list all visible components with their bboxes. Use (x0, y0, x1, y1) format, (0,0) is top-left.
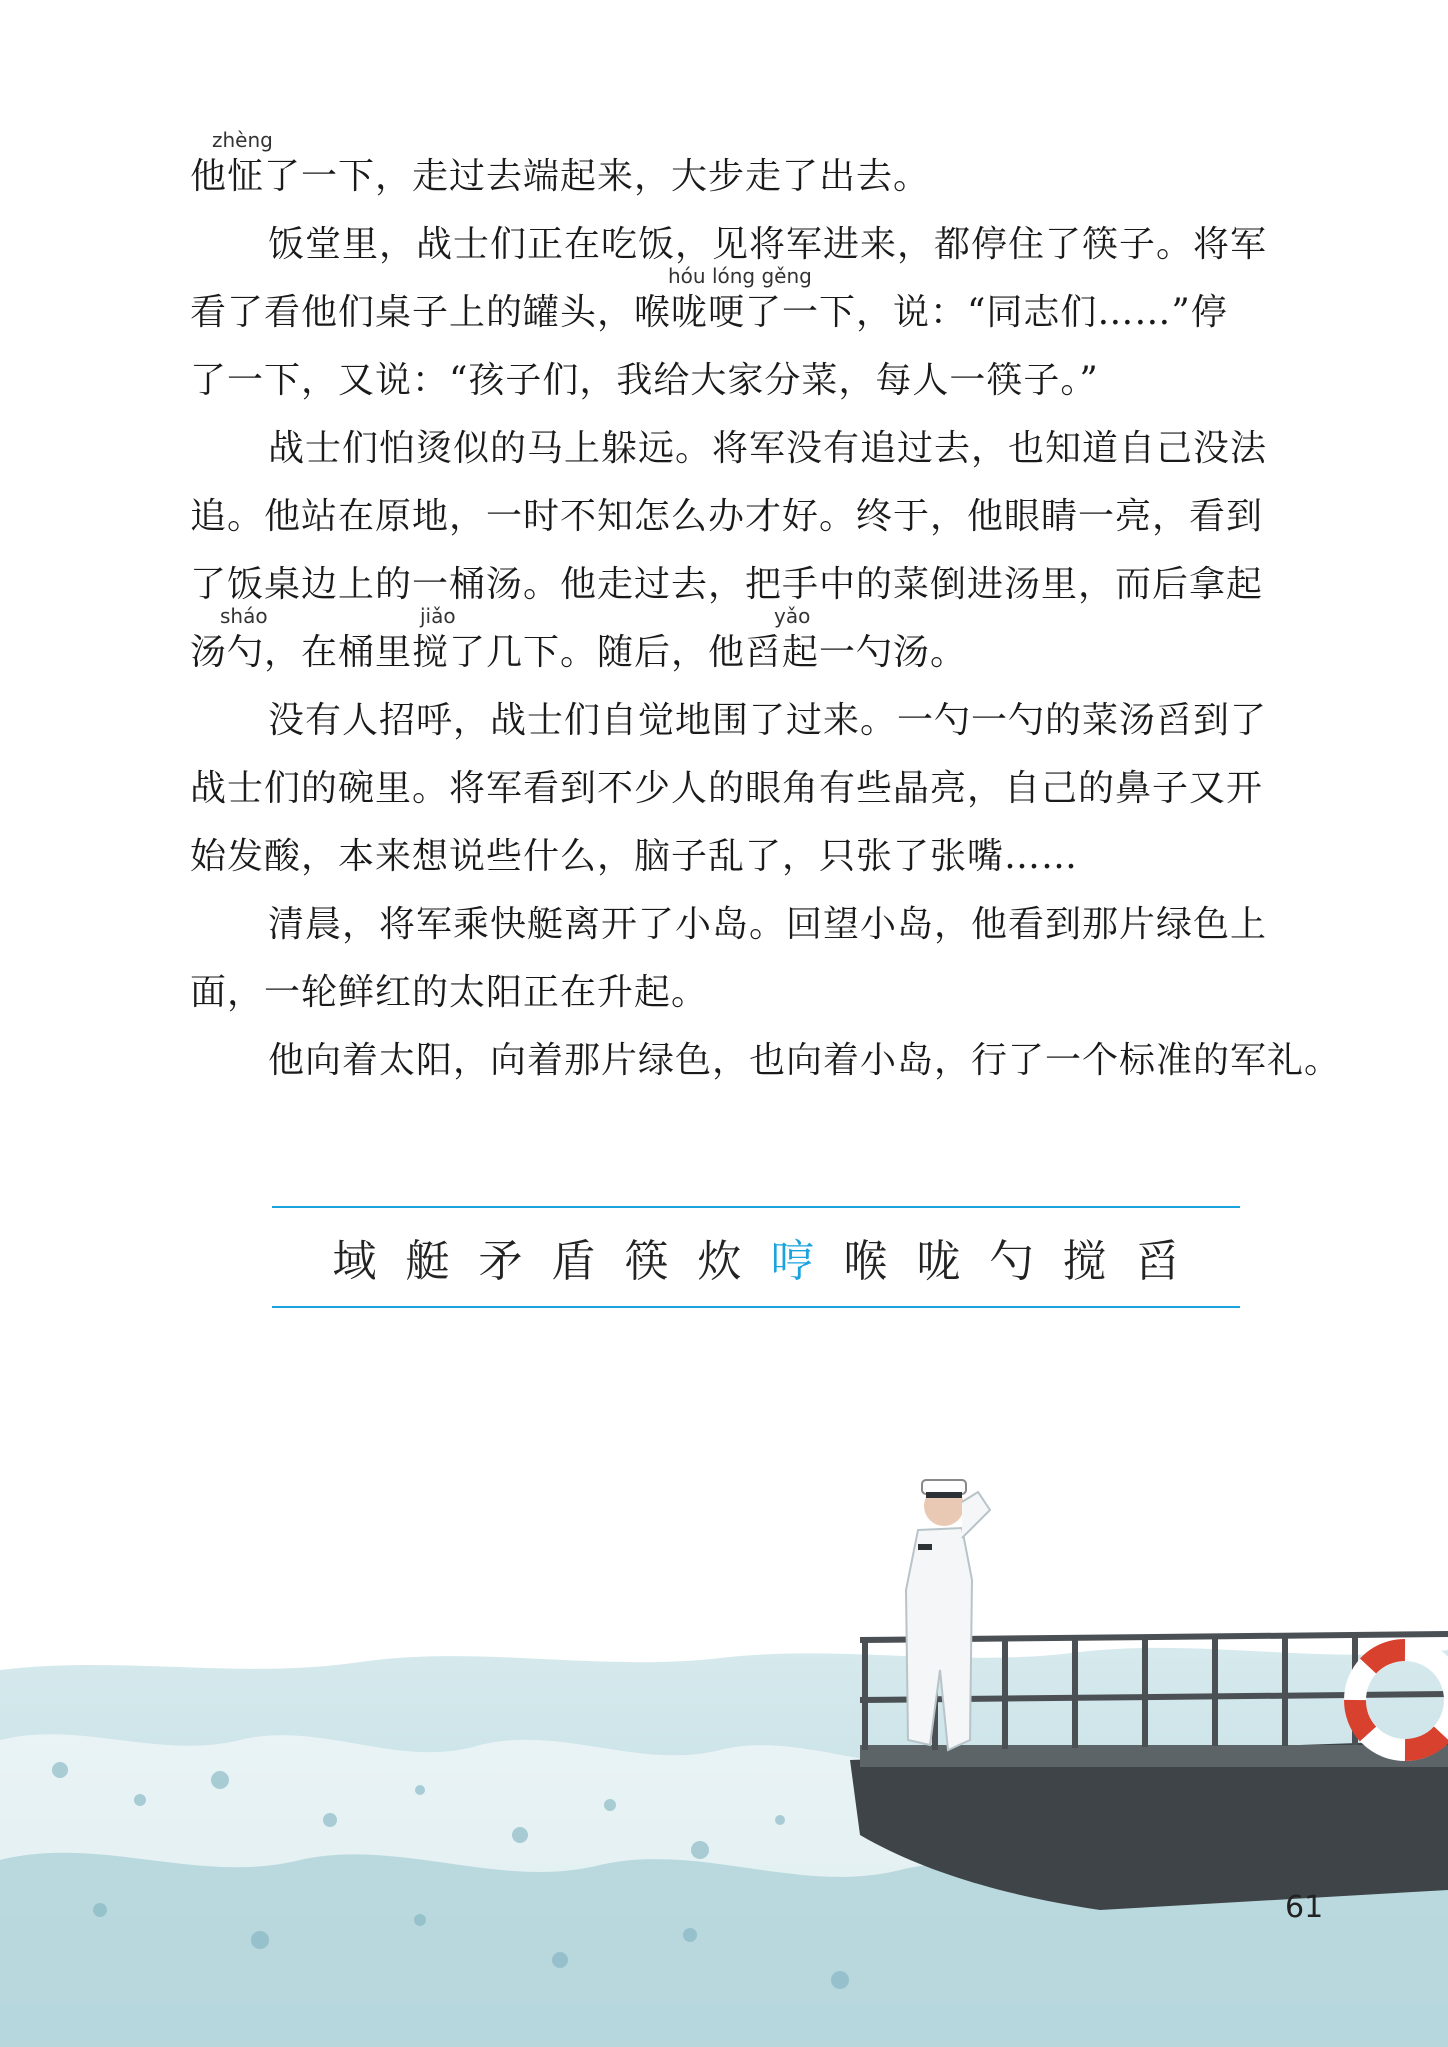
vocab-char: 搅 (1062, 1236, 1107, 1287)
paragraph-5-line-1: 清晨，将军乘快艇离开了小岛。回望小岛，他看到那片绿色上 (268, 904, 1268, 945)
page-number: 61 (1285, 1890, 1324, 1925)
vocab-char: 域 (332, 1236, 377, 1287)
paragraph-6-line-1: 他向着太阳，向着那片绿色，也向着小岛，行了一个标准的军礼。 (268, 1040, 1342, 1081)
paragraph-3-line-1: 战士们怕烫似的马上躲远。将军没有追过去，也知道自己没法 (268, 428, 1268, 469)
pinyin-hou-long-geng: hóu lóng gěng (668, 264, 812, 288)
vocab-char: 矛 (478, 1236, 523, 1287)
vocab-char: 咙 (916, 1236, 961, 1287)
paragraph-3-line-3: 了饭桌边上的一桶汤。他走过去，把手中的菜倒进汤里，而后拿起 (190, 564, 1264, 605)
vocab-char: 盾 (551, 1236, 596, 1287)
pinyin-yao: yǎo (774, 604, 811, 628)
paragraph-2-line-1: 饭堂里，战士们正在吃饭，见将军进来，都停住了筷子。将军 (268, 224, 1268, 265)
vocab-char: 舀 (1135, 1236, 1180, 1287)
vocab-char-highlighted: 哼 (770, 1236, 815, 1287)
paragraph-4-line-3: 始发酸，本来想说些什么，脑子乱了，只张了张嘴…… (190, 836, 1079, 877)
sea-boat-illustration (0, 1440, 1448, 2047)
paragraph-2-line-2: 看了看他们桌子上的罐头，喉咙哽了一下，说：“同志们……”停 (190, 292, 1228, 333)
paragraph-4-line-1: 没有人招呼，战士们自觉地围了过来。一勺一勺的菜汤舀到了 (268, 700, 1268, 741)
paragraph-1-line-1: 他怔了一下，走过去端起来，大步走了出去。 (190, 156, 931, 197)
paragraph-5-line-2: 面，一轮鲜红的太阳正在升起。 (190, 972, 709, 1013)
paragraph-3-line-2: 追。他站在原地，一时不知怎么办才好。终于，他眼睛一亮，看到 (190, 496, 1264, 537)
vocab-char: 喉 (843, 1236, 888, 1287)
pinyin-jiao: jiǎo (420, 604, 456, 628)
vocab-char: 艇 (405, 1236, 450, 1287)
paragraph-3-line-4: 汤勺，在桶里搅了几下。随后，他舀起一勺汤。 (190, 632, 968, 673)
vocab-char: 筷 (624, 1236, 669, 1287)
pinyin-shao: sháo (220, 604, 268, 628)
vocab-char: 勺 (989, 1236, 1034, 1287)
new-characters-box (272, 1206, 1240, 1308)
paragraph-4-line-2: 战士们的碗里。将军看到不少人的眼角有些晶亮，自己的鼻子又开 (190, 768, 1264, 809)
vocab-char: 炊 (697, 1236, 742, 1287)
pinyin-zheng: zhèng (212, 128, 273, 152)
paragraph-2-line-3: 了一下，又说：“孩子们，我给大家分菜，每人一筷子。” (190, 360, 1099, 401)
